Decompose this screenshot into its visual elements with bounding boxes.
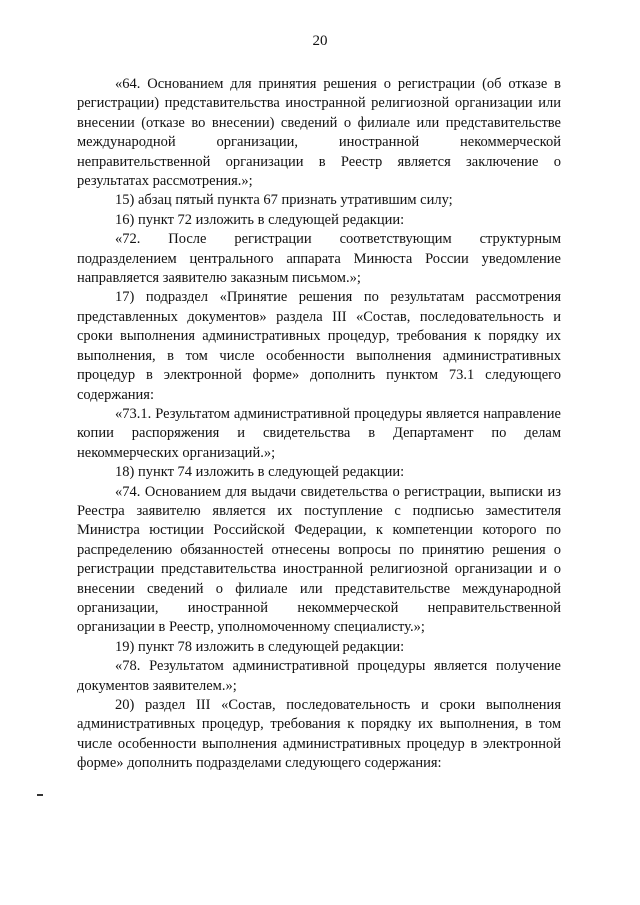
- paragraph-item-73-1: «73.1. Результатом административной процедуры является направление копии распоряжения и свидетельства в Департамент по делам некоммерческих организаций.»;: [77, 405, 561, 461]
- paragraph-item-72: «72. После регистрации соответствующим структурным подразделением центрального аппарата Минюста России уведомление направляется заявителю заказным письмом.»;: [77, 231, 561, 287]
- paragraph-amendment-20: 20) раздел III «Состав, последовательность и сроки выполнения административных процедур, требования к порядку их выполнения, в том числе особенности выполнения административных процедур в электронной форме» дополнить подразделами следующего содержания:: [77, 697, 561, 772]
- paragraph-item-74: «74. Основанием для выдачи свидетельства о регистрации, выписки из Реестра заявителю является их поступление с подписью заместителя Министра юстиции Российской Федерации, к компетенции которого по распределению обязанностей отнесены вопросы по принятию решения о регистрации представительства иностранной религиозной организации и о внесении сведений о филиале или представительстве международной организации, иностранной некоммерческой неправительственной организации в Реестр, уполномоченному специалисту.»;: [77, 483, 561, 636]
- paragraph-item-64: «64. Основанием для принятия решения о регистрации (об отказе в регистрации) представительства иностранной религиозной организации или внесении (отказе во внесении) сведений о филиале или представительстве международной организации, иностранной некоммерческой неправительственной организации в Реестр является заключение о результатах рассмотрения.»;: [77, 76, 561, 190]
- paragraph-amendment-19: 19) пункт 78 изложить в следующей редакции:: [115, 638, 405, 655]
- paragraph-amendment-17: 17) подраздел «Принятие решения по результатам рассмотрения представленных документов» раздела III «Состав, последовательность и сроки выполнения административных процедур, требования к порядку их выполнения, в том числе особенности выполнения административных процедур в электронной форме» дополнить пунктом 73.1 следующего содержания:: [77, 289, 561, 403]
- paragraph-amendment-18: 18) пункт 74 изложить в следующей редакции:: [115, 464, 405, 481]
- scan-speck: [37, 794, 43, 796]
- page-number: 20: [312, 33, 328, 49]
- document-body: [77, 75, 561, 774]
- paragraph-item-78: «78. Результатом административной процедуры является получение документов заявителем.»;: [77, 658, 561, 694]
- paragraph-amendment-16: 16) пункт 72 изложить в следующей редакции:: [115, 211, 405, 228]
- paragraph-amendment-15: 15) абзац пятый пункта 67 признать утратившим силу;: [115, 192, 453, 209]
